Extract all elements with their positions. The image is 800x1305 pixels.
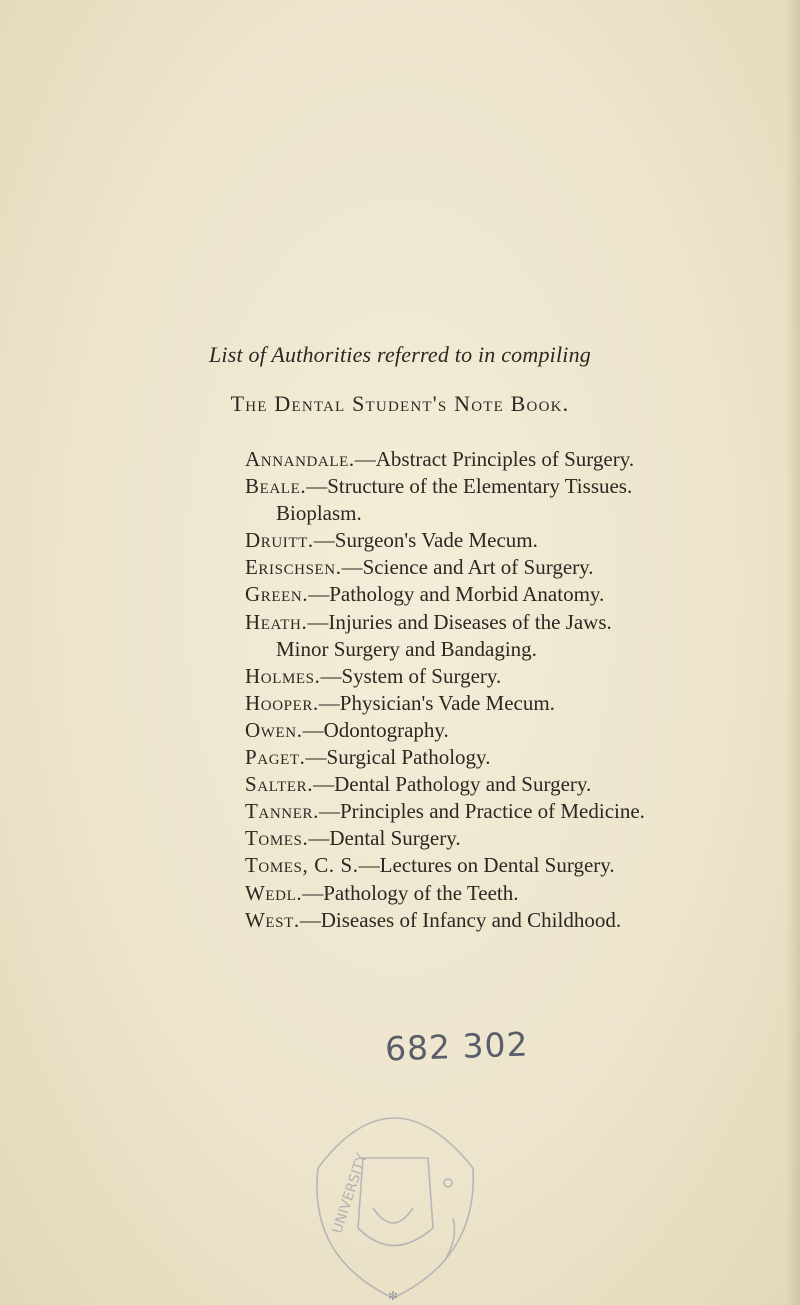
work-title: —Surgeon's Vade Mecum. (313, 528, 538, 553)
author-name: Tomes. (245, 826, 309, 851)
work-title: —Principles and Practice of Medicine. (318, 799, 645, 824)
list-item-continuation (245, 636, 765, 663)
work-title: —Science and Art of Surgery. (341, 555, 594, 580)
work-title: —Odontography. (302, 717, 449, 742)
work-title: —Lectures on Dental Surgery. (358, 853, 615, 878)
author-name: Heath. (245, 609, 308, 634)
page-subheading: The Dental Student's Note Book. (230, 391, 570, 416)
author-name: Owen. (245, 717, 303, 742)
svg-text:✻: ✻ (388, 1289, 399, 1303)
list-item-continuation (245, 500, 765, 527)
author-name: Annandale. (245, 447, 355, 471)
list-item (245, 690, 765, 717)
author-name: Wedl. (245, 880, 303, 905)
work-title: —Dental Pathology and Surgery. (313, 772, 592, 797)
author-name: Tanner. (245, 799, 319, 824)
list-item (245, 609, 765, 636)
work-title: —Pathology and Morbid Anatomy. (308, 582, 605, 607)
author-name: Green. (245, 582, 309, 607)
page-edge-shadow (786, 0, 800, 1305)
author-name: Salter. (245, 772, 314, 797)
author-name: Paget. (245, 745, 306, 770)
author-name: West. (245, 907, 300, 932)
list-item (245, 554, 765, 581)
stamp-text: UNIVERSITY (329, 1151, 371, 1236)
list-item (245, 852, 765, 879)
list-item (245, 527, 765, 554)
work-title: —Physician's Vade Mecum. (318, 690, 555, 715)
author-name: Druitt. (245, 528, 314, 553)
author-name: Erischsen. (245, 555, 342, 580)
work-title: Minor Surgery and Bandaging. (276, 636, 537, 661)
list-item (245, 581, 765, 608)
work-title: —Surgical Pathology. (305, 745, 491, 770)
work-title: —Dental Surgery. (308, 826, 461, 851)
work-title: —Injuries and Diseases of the Jaws. (307, 609, 612, 634)
list-item (245, 880, 765, 907)
list-item (245, 717, 765, 744)
author-name: Beale. (245, 474, 307, 499)
work-title: —System of Surgery. (320, 663, 502, 688)
work-title: Bioplasm. (276, 501, 362, 526)
work-title: —Pathology of the Teeth. (302, 880, 519, 905)
library-stamp-icon (288, 1088, 498, 1303)
list-item (245, 663, 765, 690)
list-item (245, 825, 765, 852)
work-title: —Abstract Principles of Surgery. (354, 447, 635, 471)
list-item (245, 744, 765, 771)
author-name: Holmes. (245, 663, 321, 688)
list-item (245, 446, 765, 473)
author-name: Hooper. (245, 690, 319, 715)
list-item (245, 473, 765, 500)
work-title: —Structure of the Elementary Tissues. (306, 474, 633, 499)
list-item (245, 907, 765, 934)
page-heading: List of Authorities referred to in compiling (209, 342, 591, 367)
handwritten-shelf-mark: 682 302 (384, 1024, 530, 1069)
list-item (245, 771, 765, 798)
list-item (245, 798, 765, 825)
author-name: Tomes, C. S. (245, 853, 359, 878)
authorities-list (245, 446, 765, 934)
work-title: —Diseases of Infancy and Childhood. (299, 907, 622, 932)
